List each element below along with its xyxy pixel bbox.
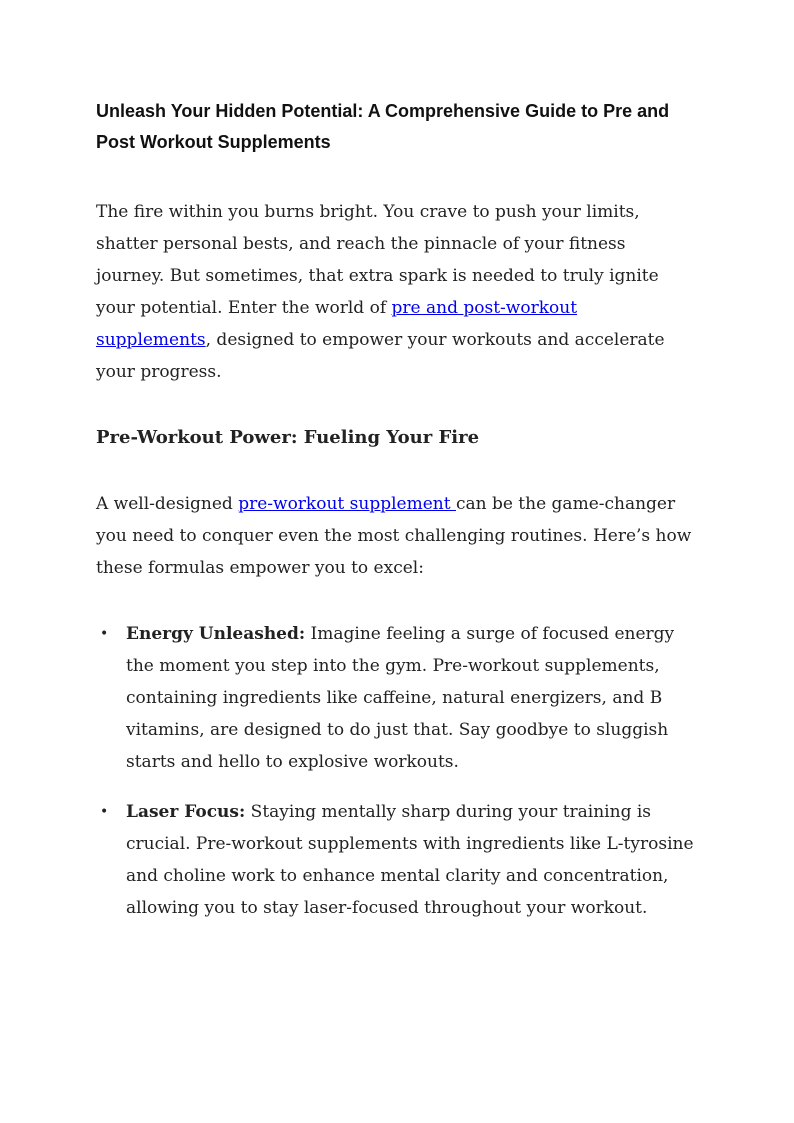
item-body: Staying mentally sharp during your training is crucial. Pre-workout supplements with ingredients like L-tyrosine and choline work to enhance mental clarity and concentration, allowing you to stay laser-focused throughout your workout. (126, 802, 694, 918)
intro-text-before-link: The fire within you burns bright. You crave to push your limits, shatter personal bests, and reach the pinnacle of your fitness journey. But sometimes, that extra spark is needed to truly ignite your potential. Enter the world of (96, 202, 659, 318)
section-text-before-link: A well-designed (96, 494, 239, 514)
pre-workout-supplement-link[interactable]: pre-workout supplement (238, 494, 456, 514)
intro-paragraph (96, 196, 696, 388)
intro-text-after-link: , designed to empower your workouts and accelerate your progress. (96, 330, 665, 382)
benefits-list (96, 618, 696, 942)
item-title: Laser Focus: (126, 802, 246, 822)
bullet-icon: • (100, 626, 109, 642)
item-title: Energy Unleashed: (126, 624, 306, 644)
list-item (96, 796, 696, 924)
item-body: Imagine feeling a surge of focused energy the moment you step into the gym. Pre-workout supplements, containing ingredients like caffeine, natural energizers, and B vitamins, are designed to do just that. Say goodbye to sluggish starts and hello to explosive workouts. (126, 624, 675, 772)
list-item (96, 618, 696, 778)
pre-post-workout-supplements-link[interactable]: pre and post-workout supplements (96, 298, 578, 350)
bullet-icon: • (100, 804, 109, 820)
section-text-after-link: can be the game-changer you need to conquer even the most challenging routines. Here’s how these formulas empower you to excel: (96, 494, 692, 578)
section-heading: Pre-Workout Power: Fueling Your Fire (96, 427, 480, 448)
document-title: Unleash Your Hidden Potential: A Comprehensive Guide to Pre and Post Workout Supplements (96, 101, 670, 152)
section-paragraph (96, 488, 696, 584)
